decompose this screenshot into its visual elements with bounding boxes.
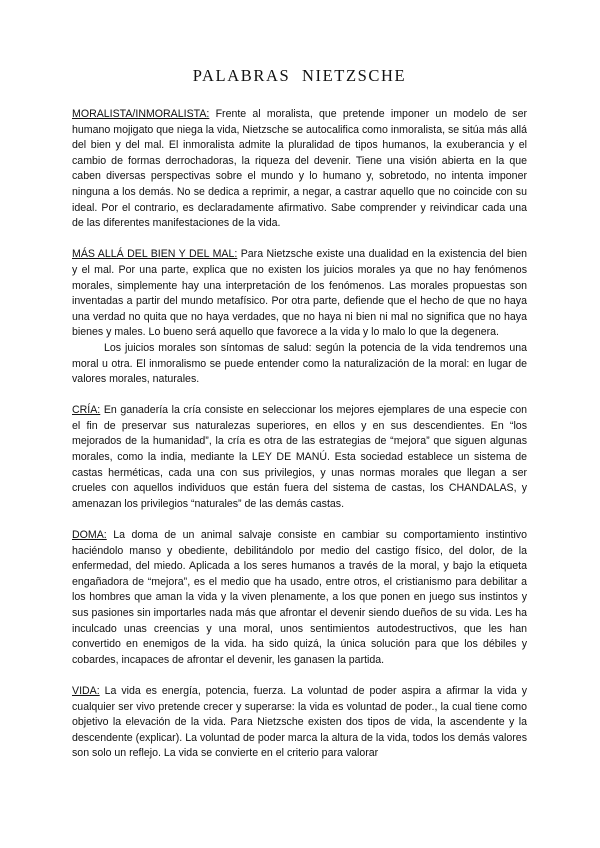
section-text: La doma de un animal salvaje consiste en cambiar su comportamiento instintivo haciéndolo manso y obediente, debilitándolo por medio del castigo físico, del dolor, de la enfermedad, del miedo. Aplicada a los seres humanos a través de la moral, y bajo la etiqueta engañadora de “mejora”, es el medio que ha usado, entre otros, el cristianismo para debilitar a los hombres que aman la vida y la viven plenamente, a los que ponen en juego sus instintos y sus pasiones sin importarles nada más que afrontar el devenir siendo dueños de su vida. Les ha inculcado unas creencias y una moral, unos sentimientos autodestructivos, que les han convertido en enemigos de la vida. ha sido quizá, la única solución para que los débiles y cobardes, incapaces de afrontar el devenir, les ganasen la partida. xyxy=(72,529,527,666)
section-heading: DOMA: xyxy=(72,529,107,542)
section-mas-alla xyxy=(72,247,527,387)
section-paragraph xyxy=(72,684,527,762)
page-title: PALABRAS NIETZSCHE xyxy=(192,66,407,85)
section-heading: VIDA: xyxy=(72,684,100,697)
section-text: La vida es energía, potencia, fuerza. La voluntad de poder aspira a afirmar la vida y cualquier ser vivo pretende crecer y superarse: la vida es voluntad de poder., la cual tiene como objetivo la elevación de la vida. Para Nietzsche existen dos tipos de vida, la ascendente y la descendente (explicar). La voluntad de poder marca la altura de la vida, todos los demás valores son solo un reflejo. La vida se convierte en el criterio para valorar xyxy=(72,684,527,760)
document-page xyxy=(72,66,527,778)
section-text: En ganadería la cría consiste en seleccionar los mejores ejemplares de una especie con el fin de preservar sus naturalezas superiores, en ellos y en sus descendientes. En “los mejorados de la humanidad”, la cría es otra de las estrategias de “mejora” que siguen algunas morales, como la india, mediante la LEY DE MANÚ. Esta sociedad establece un sistema de castas herméticas, cada una con sus privilegios, y unas normas morales que llegan a ser crueles con aquellos individuos que están fuera del sistema de castas, los CHANDALAS, y amenazan los privilegios “naturales” de las demás castas. xyxy=(72,404,527,510)
section-heading: CRÍA: xyxy=(72,404,101,417)
section-vida xyxy=(72,684,527,762)
section-paragraph xyxy=(72,528,527,668)
section-paragraph xyxy=(72,107,527,232)
section-heading: MÁS ALLÁ DEL BIEN Y DEL MAL: xyxy=(72,248,238,261)
section-cria xyxy=(72,403,527,512)
section-paragraph xyxy=(72,403,527,512)
section-heading: MORALISTA/INMORALISTA: xyxy=(72,108,210,120)
section-doma xyxy=(72,528,527,668)
section-paragraph xyxy=(72,247,527,341)
section-moralista xyxy=(72,107,527,232)
section-text: Para Nietzsche existe una dualidad en la existencia del bien y el mal. Por una parte, explica que no existen los juicios morales ya que no hay fenómenos morales, simplemente hay una interpretación de los fenómenos. Las morales propuestas son inventadas a partir del mundo metafísico. Por otra parte, defiende que el hecho de que no haya una verdad no quita que no haya verdades, que no haya ni bien ni mal no significa que no haya bienes y males. Lo bueno será aquello que favorece a la vida y lo malo lo que la degenera. xyxy=(72,248,527,339)
section-text: Frente al moralista, que pretende imponer un modelo de ser humano mojigato que niega la vida, Nietzsche se autocalifica como inmoralista, se sitúa más allá del bien y del mal. El inmoralista admite la pluralidad de tipos humanos, la exuberancia y el cambio de formas derrochadoras, la riqueza del devenir. Tiene una visión abierta en la que caben diversas perspectivas sobre el mundo y lo humano y, sobretodo, no intenta imponer ninguna a los demás. No se dedica a reprimir, a negar, a castrar aquello que no coincide con su ideal. Por el contrario, es declaradamente afirmativo. Sabe comprender y reivindicar cada una de las diferentes manifestaciones de la vida. xyxy=(72,108,527,230)
section-paragraph: Los juicios morales son síntomas de salud: según la potencia de la vida tendremos una moral u otra. El inmoralismo se puede entender como la naturalización de la moral: en lugar de valores morales, naturales. xyxy=(72,341,527,386)
